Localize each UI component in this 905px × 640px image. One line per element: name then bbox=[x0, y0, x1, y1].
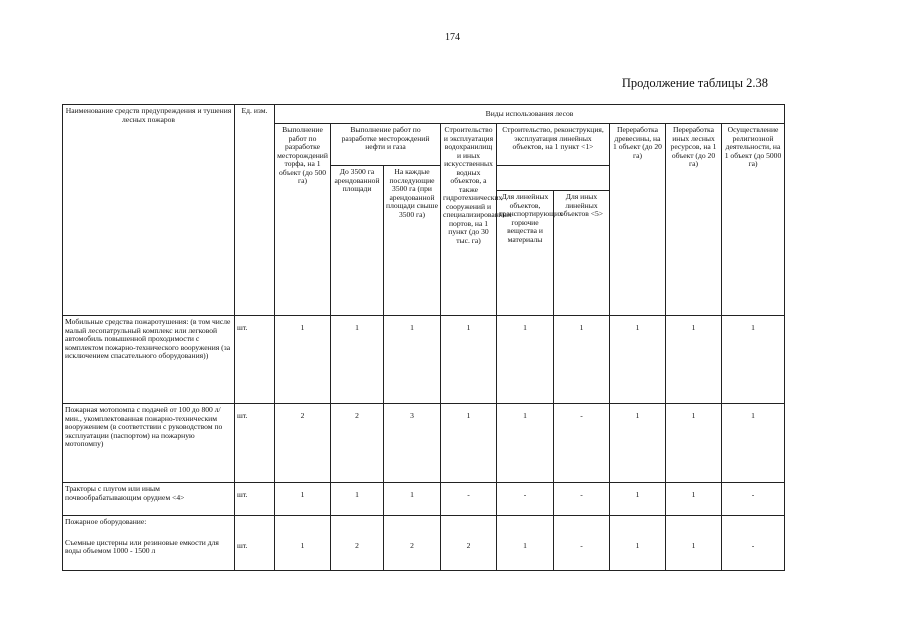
cell: 1 bbox=[497, 516, 554, 571]
cell: - bbox=[554, 483, 610, 516]
header-linear: Строительство, реконструкция, эксплуатация линейных объектов, на 1 пункт <1> bbox=[497, 124, 610, 166]
cell: 1 bbox=[666, 316, 722, 404]
header-oilgas: Выполнение работ по разработке месторождений нефти и газа bbox=[331, 124, 441, 166]
cell: 1 bbox=[331, 483, 384, 516]
cell: 3 bbox=[384, 404, 441, 483]
table-row bbox=[63, 483, 785, 516]
cell: 2 bbox=[331, 404, 384, 483]
row-unit: шт. bbox=[235, 316, 275, 404]
section-item-name: Съемные цистерны или резиновые емкости для воды объемом 1000 - 1500 л bbox=[65, 537, 219, 555]
cell: 1 bbox=[610, 316, 666, 404]
cell: 2 bbox=[384, 516, 441, 571]
row-name: Мобильные средства пожаротушения: (в том числе малый лесопатрульный комплекс или легковой автомобиль повышенной проходимости с комплектом пожарно-технического вооружения (за исключением спасательного оборудования)) bbox=[63, 316, 235, 404]
header-oilgas-small: До 3500 га арендованной площади bbox=[331, 166, 384, 316]
section-title: Пожарное оборудование: bbox=[65, 517, 147, 526]
cell: 1 bbox=[384, 316, 441, 404]
cell: - bbox=[554, 516, 610, 571]
row-unit: шт. bbox=[235, 404, 275, 483]
cell: - bbox=[497, 483, 554, 516]
forest-fire-equipment-table bbox=[62, 104, 785, 571]
cell: 1 bbox=[722, 316, 785, 404]
row-unit: шт. bbox=[235, 483, 275, 516]
table-row bbox=[63, 404, 785, 483]
cell: 1 bbox=[497, 316, 554, 404]
row-name bbox=[63, 516, 235, 571]
cell: 1 bbox=[666, 483, 722, 516]
header-forest-resources: Переработка иных лесных ресурсов, на 1 объект (до 20 га) bbox=[666, 124, 722, 316]
header-oilgas-large: На каждые последующие 3500 га (при арендованной площади свыше 3500 га) bbox=[384, 166, 441, 316]
cell: 1 bbox=[441, 316, 497, 404]
row-name: Пожарная мотопомпа с подачей от 100 до 800 л/мин., укомплектованная пожарно-техническим вооружением (в соответствии с руководством по эксплуатации (паспортом) на пожарную мотопомпу) bbox=[63, 404, 235, 483]
cell: 1 bbox=[384, 483, 441, 516]
table-row bbox=[63, 316, 785, 404]
header-peat: Выполнение работ по разработке месторождений торфа, на 1 объект (до 500 га) bbox=[275, 124, 331, 316]
header-unit: Ед. изм. bbox=[235, 105, 275, 316]
cell: 1 bbox=[331, 316, 384, 404]
cell: 1 bbox=[666, 516, 722, 571]
cell: 1 bbox=[275, 483, 331, 516]
cell: 1 bbox=[610, 404, 666, 483]
header-water: Строительство и эксплуатация водохранилищ и иных искусственных водных объектов, а также гидротехнических сооружений и специализированных портов, на 1 пункт (до 30 тыс. га) bbox=[441, 124, 497, 316]
cell: 1 bbox=[497, 404, 554, 483]
row-name: Тракторы с плугом или иным почвообрабатывающим орудием <4> bbox=[63, 483, 235, 516]
header-wood: Переработка древесины, на 1 объект (до 20 га) bbox=[610, 124, 666, 316]
cell: 1 bbox=[722, 404, 785, 483]
cell: 1 bbox=[275, 516, 331, 571]
cell: 2 bbox=[275, 404, 331, 483]
cell: 2 bbox=[441, 516, 497, 571]
row-unit: шт. bbox=[235, 516, 275, 571]
header-linear-other: Для иных линейных объектов <5> bbox=[554, 191, 610, 316]
cell: - bbox=[554, 404, 610, 483]
header-name: Наименование средств предупреждения и тушения лесных пожаров bbox=[63, 105, 235, 316]
header-linear-spacer bbox=[497, 166, 610, 191]
cell: 1 bbox=[441, 404, 497, 483]
table-continuation-label: Продолжение таблицы 2.38 bbox=[621, 76, 768, 90]
header-religious: Осуществление религиозной деятельности, на 1 объект (до 5000 га) bbox=[722, 124, 785, 316]
cell: 1 bbox=[666, 404, 722, 483]
header-linear-fuel: Для линейных объектов, транспортирующих горючие вещества и материалы bbox=[497, 191, 554, 316]
page-number: 174 bbox=[445, 32, 460, 43]
table-row bbox=[63, 516, 785, 571]
cell: 2 bbox=[331, 516, 384, 571]
cell: 1 bbox=[554, 316, 610, 404]
cell: - bbox=[722, 483, 785, 516]
cell: - bbox=[441, 483, 497, 516]
cell: 1 bbox=[610, 483, 666, 516]
header-group: Виды использования лесов bbox=[275, 105, 785, 124]
cell: 1 bbox=[275, 316, 331, 404]
cell: - bbox=[722, 516, 785, 571]
cell: 1 bbox=[610, 516, 666, 571]
